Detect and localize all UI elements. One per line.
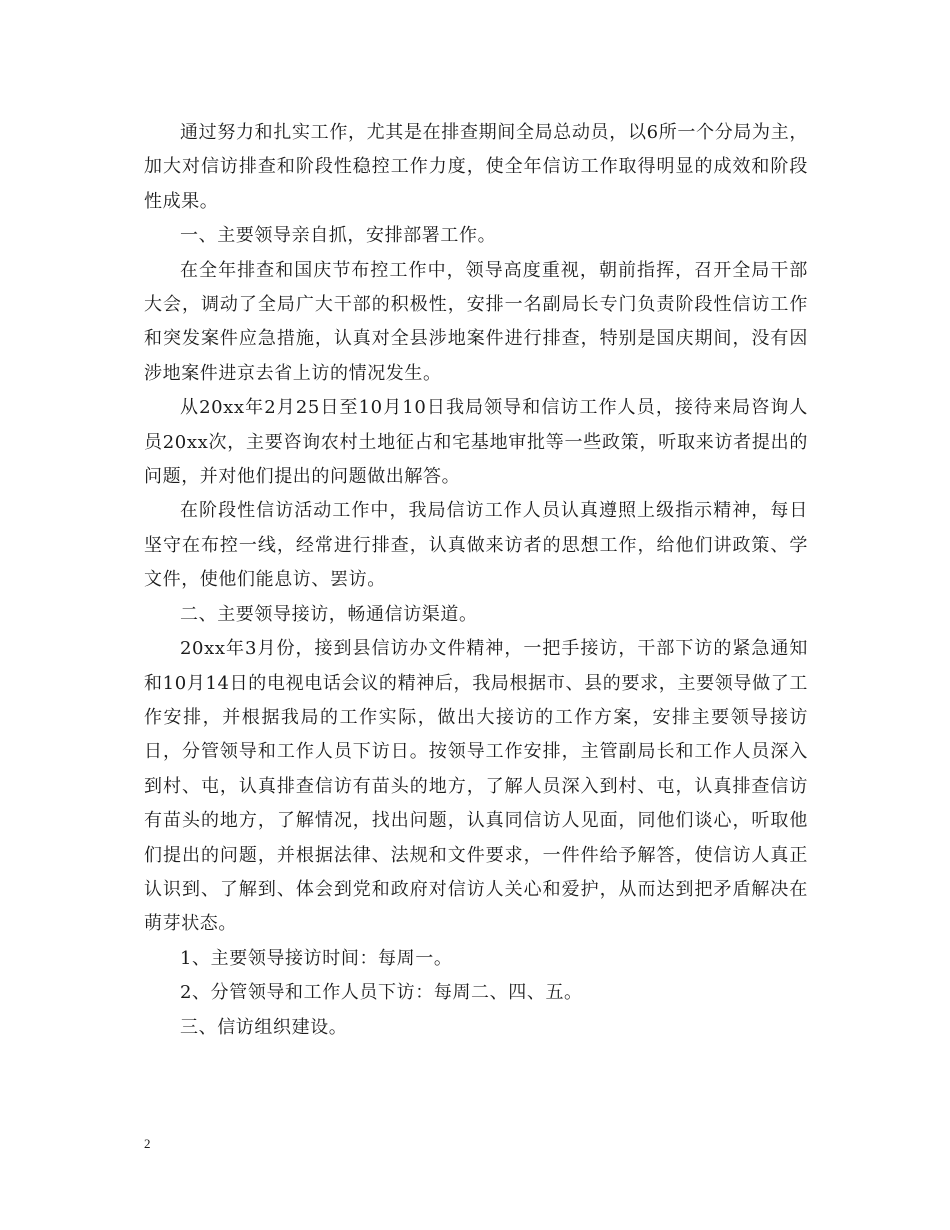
section-heading-2: 二、主要领导接访，畅通信访渠道。 <box>180 603 478 625</box>
paragraph-consultation: 从20xx年2月25日至10月10日我局领导和信访工作人员，接待来局咨询人员20xx次，主要咨询农村土地征占和宅基地审批等一些政策，听取来访者提出的问题，并对他们提出的问题做出解答。 <box>144 397 808 488</box>
section-heading-1: 一、主要领导亲自抓，安排部署工作。 <box>180 225 497 247</box>
page-number: 2 <box>144 1136 151 1151</box>
paragraph-section-2: 20xx年3月份，接到县信访办文件精神，一把手接访，干部下访的紧急通知和10月14日的电视电话会议的精神后，我局根据市、县的要求，主要领导做了工作安排，并根据我局的工作实际，做出大接访的工作方案，安排主要领导接访日，分管领导和工作人员下访日。按领导工作安排，主管副局长和工作人员深入到村、屯，认真排查信访有苗头的地方，了解人员深入到村、屯，认真排查信访有苗头的地方，了解情况，找出问题，认真同信访人见面，同他们谈心，听取他们提出的问题，并根据法律、法规和文件要求，一件件给予解答，使信访人真正认识到、了解到、体会到党和政府对信访人关心和爱护，从而达到把矛盾解决在萌芽状态。 <box>144 638 808 935</box>
paragraph-intro: 通过努力和扎实工作，尤其是在排查期间全局总动员，以6所一个分局为主，加大对信访排查和阶段性稳控工作力度，使全年信访工作取得明显的成效和阶段性成果。 <box>144 122 808 212</box>
list-item-1: 1、主要领导接访时间：每周一。 <box>180 947 453 969</box>
document-body <box>144 116 808 1045</box>
paragraph-stage-work: 在阶段性信访活动工作中，我局信访工作人员认真遵照上级指示精神，每日坚守在布控一线，经常进行排查，认真做来访者的思想工作，给他们讲政策、学文件，使他们能息访、罢访。 <box>144 500 808 591</box>
list-item-2: 2、分管领导和工作人员下访：每周二、四、五。 <box>180 982 583 1004</box>
paragraph-section-1: 在全年排查和国庆节布控工作中，领导高度重视，朝前指挥，召开全局干部大会，调动了全局广大干部的积极性，安排一名副局长专门负责阶段性信访工作和突发案件应急措施，认真对全县涉地案件进行排查，特别是国庆期间，没有因涉地案件进京去省上访的情况发生。 <box>144 259 808 384</box>
section-heading-3: 三、信访组织建设。 <box>180 1016 348 1038</box>
